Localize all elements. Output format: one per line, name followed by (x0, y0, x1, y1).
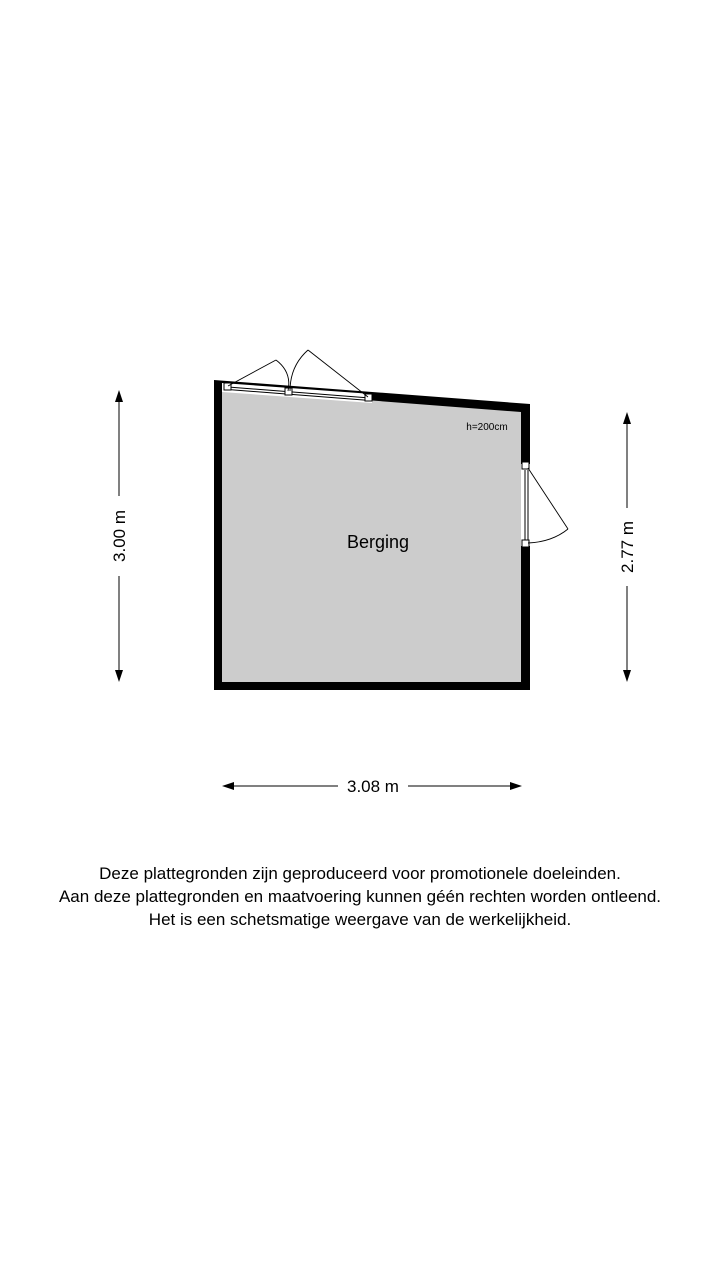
dimension-left-label: 3.00 m (110, 510, 129, 562)
disclaimer-line: Deze plattegronden zijn geproduceerd voor promotionele doeleinden. (99, 864, 621, 883)
room-name: Berging (346, 532, 410, 552)
dimension-bottom-label: 3.08 m (347, 777, 399, 796)
disclaimer (0, 862, 720, 931)
disclaimer-line: Aan deze plattegronden en maatvoering kunnen géén rechten worden ontleend. (58, 887, 662, 906)
right-door (521, 462, 568, 547)
disclaimer-line: Het is een schetsmatige weergave van de werkelijkheid. (148, 910, 572, 929)
room-height: h=200cm (466, 422, 508, 433)
dimension-right-label: 2.77 m (618, 521, 637, 573)
